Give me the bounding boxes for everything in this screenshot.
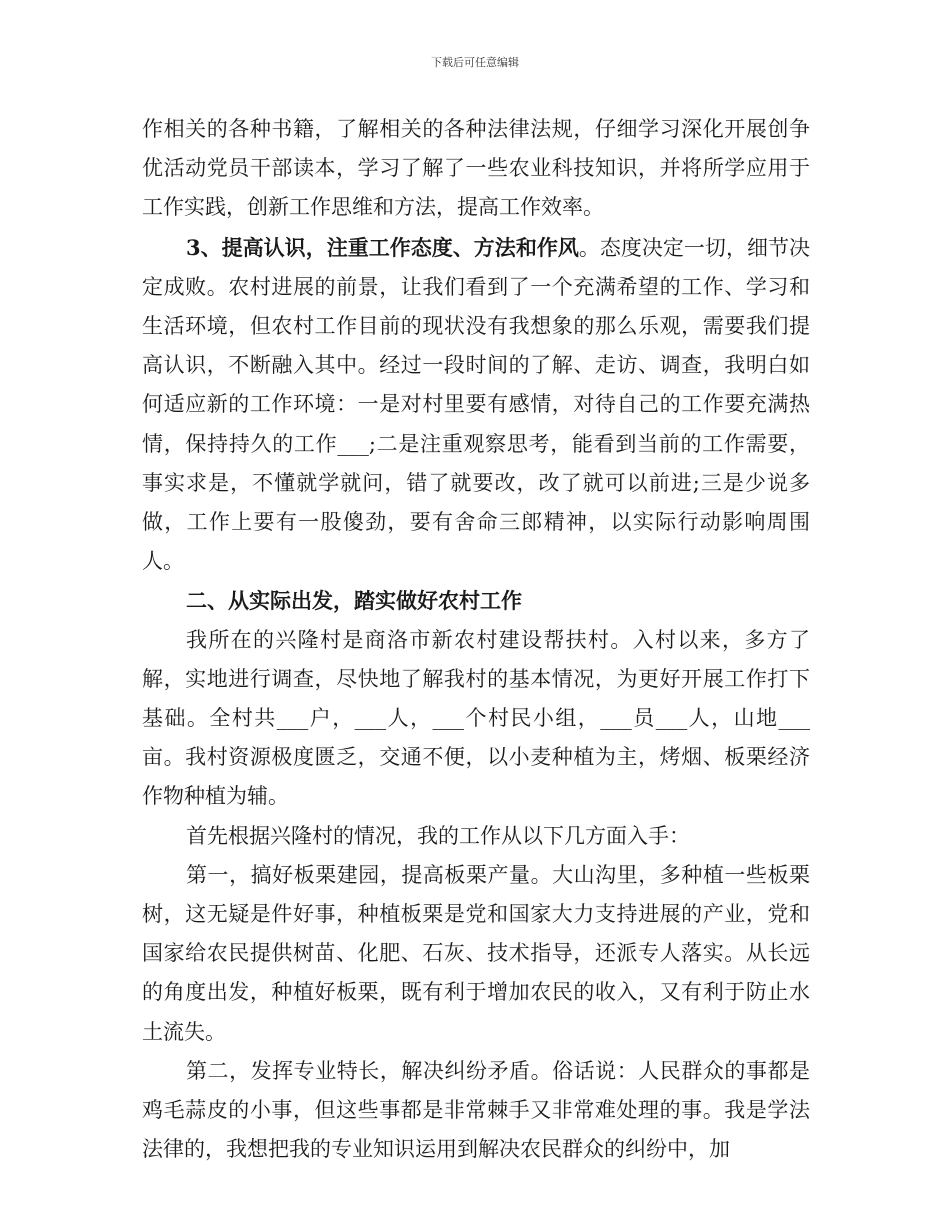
paragraph-work-plan	[142, 817, 810, 856]
paragraph-text: 作相关的各种书籍，了解相关的各种法律法规，仔细学习深化开展创争优活动党员干部读本，学习了解了一些农业科技知识，并将所学应用于工作实践，创新工作思维和方法，提高工作效率。	[142, 117, 810, 220]
paragraph-text: 第二，发挥专业特长，解决纠纷矛盾。俗话说：人民群众的事都是鸡毛蒜皮的小事，但这些事都是非常棘手又非常难处理的事。我是学法法律的，我想把我的专业知识运用到解决农民群众的纠纷中，加	[142, 1058, 810, 1162]
section-heading	[142, 581, 810, 620]
paragraph-attitude	[142, 228, 810, 582]
paragraph-text: 。态度决定一切，细节决定成败。农村进展的前景，让我们看到了一个充满希望的工作、学习和生活环境，但农村工作目前的现状没有我想象的那么乐观，需要我们提高认识，不断融入其中。经过一段时间的了解、走访、调查，我明白如何适应新的工作环境：一是对村里要有感情，对待自己的工作要充满热情，保持持久的工作___;二是注重观察思考，能看到当前的工作需要，事实求是，不懂就学就问，错了就要改，改了就可以前进;三是少说多做，工作上要有一股傻劲，要有舍命三郎精神，以实际行动影响周围人。	[142, 235, 810, 574]
document-body	[142, 110, 810, 1169]
paragraph-village-intro	[142, 621, 810, 817]
paragraph-text: 第一，搞好板栗建园，提高板栗产量。大山沟里，多种植一些板栗树，这无疑是件好事，种植板栗是党和国家大力支持进展的产业，党和国家给农民提供树苗、化肥、石灰、技术指导，还派专人落实。从长远的角度出发，种植好板栗，既有利于增加农民的收入，又有利于防止水土流失。	[142, 862, 810, 1044]
page-header: 下载后可任意编辑	[431, 56, 519, 69]
paragraph-study-continuation	[142, 110, 810, 228]
paragraph-disputes	[142, 1052, 810, 1170]
section-heading-text: 二、从实际出发，踏实做好农村工作	[186, 588, 522, 614]
paragraph-lead-heading: 3、提高认识，注重工作态度、方法和作风	[186, 234, 579, 260]
paragraph-chestnut	[142, 856, 810, 1052]
paragraph-text: 我所在的兴隆村是商洛市新农村建设帮扶村。入村以来，多方了解，实地进行调查，尽快地了解我村的基本情况，为更好开展工作打下基础。全村共___户，___人，___个村民小组，___员___人，山地___亩。我村资源极度匮乏，交通不便，以小麦种植为主，烤烟、板栗经济作物种植为辅。	[142, 627, 810, 809]
paragraph-text: 首先根据兴隆村的情况，我的工作从以下几方面入手：	[186, 823, 690, 848]
